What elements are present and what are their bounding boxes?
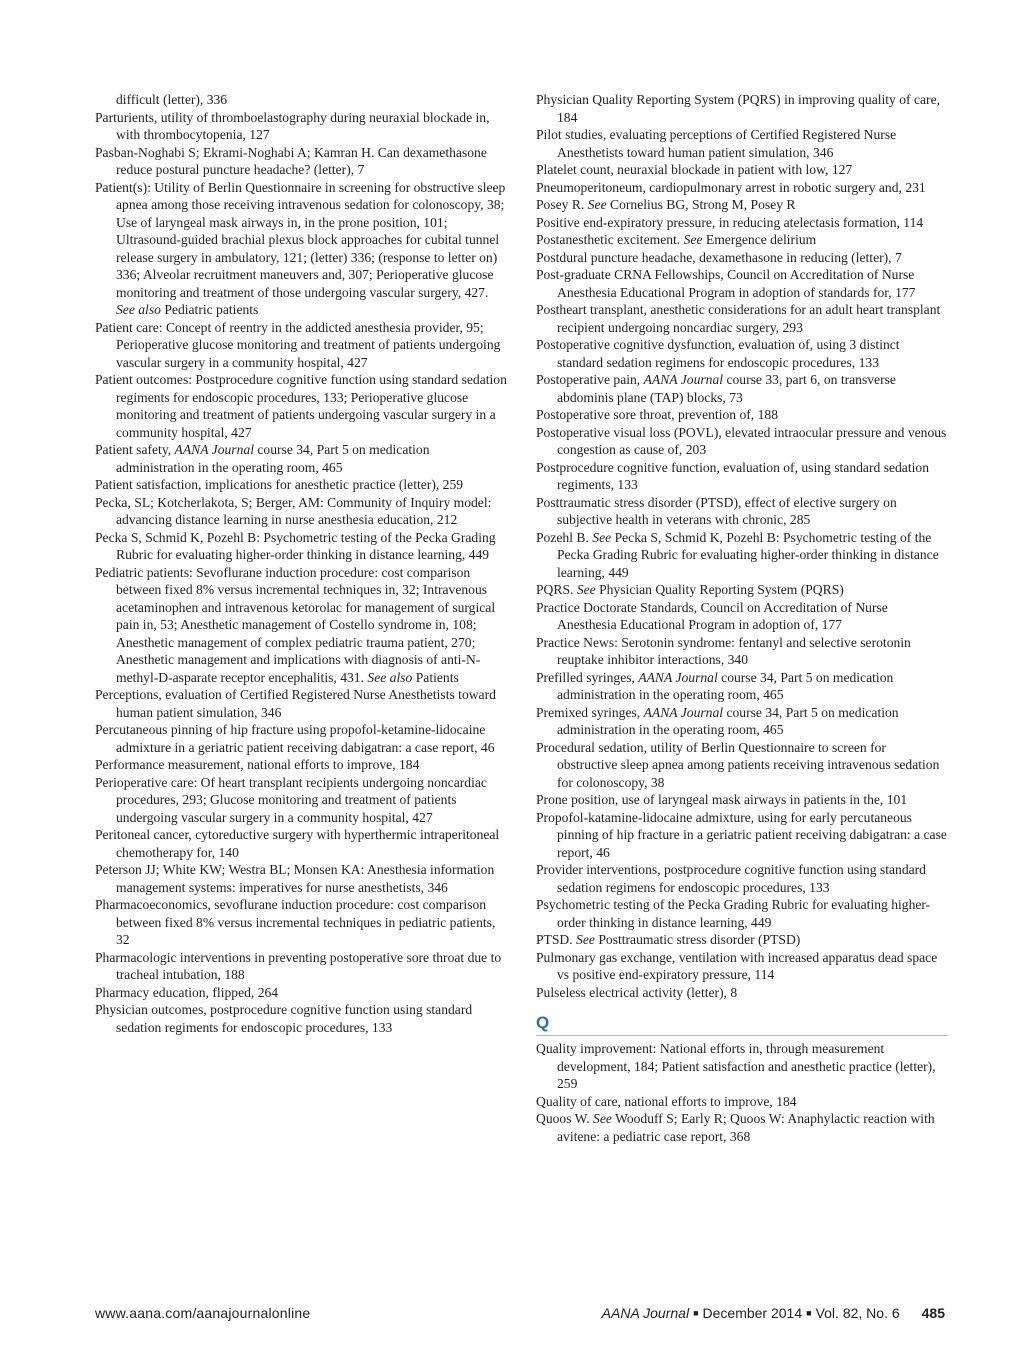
entry-text: Pilot studies, evaluating perceptions of Certified Registered Nurse Anesthetists toward human patient simulation, 346 [536, 127, 897, 160]
entry-text: Pediatric patients: Sevoflurane induction procedure: cost comparison between fixed 8% versus incremental techniques in, 32; Intravenous acetaminophen and intravenous ketorolac for management of surgical pain in, 53; Anesthetic management of Costello syndrome in, 108; Anesthetic management of complex pediatric trauma patient, 270; Anesthetic management and implications with diagnosis of anti-N-methyl-D-asparate receptor encephalitis, 431. [95, 564, 496, 685]
entry-text: PTSD. [536, 932, 573, 947]
index-entry [95, 1001, 507, 1036]
entry-text: Pharmacy education, flipped, 264 [95, 984, 279, 1000]
entry-text: Postdural puncture headache, dexamethasone in reducing (letter), 7 [536, 249, 902, 265]
entry-text: Pecka S, Schmid K, Pozehl B: Psychometric testing of the Pecka Grading Rubric for evaluating higher-order thinking in distance learning, 449 [95, 529, 496, 562]
entry-text: Quoos W. [536, 1111, 590, 1126]
entry-see-target: Pecka S, Schmid K, Pozehl B: Psychometric testing of the Pecka Grading Rubric for evaluating higher-order thinking in distance learning, 449 [557, 529, 939, 580]
index-entry [95, 756, 507, 774]
index-entry [95, 564, 507, 687]
index-entry [536, 581, 948, 599]
index-entry [536, 231, 948, 249]
entry-text: Performance measurement, national efforts to improve, 184 [95, 757, 420, 772]
index-entry [536, 1040, 948, 1093]
footer-issue-date: December 2014 [702, 1305, 803, 1321]
entry-text: Pulmonary gas exchange, ventilation with increased apparatus dead space vs positive end-expiratory pressure, 114 [536, 949, 938, 982]
entry-text: Postanesthetic excitement. [536, 232, 681, 247]
entry-text: Prone position, use of laryngeal mask airways in patients in the, 101 [536, 792, 908, 807]
entry-text: Postheart transplant, anesthetic considerations for an adult heart transplant recipient undergoing noncardiac surgery, 293 [536, 302, 941, 335]
index-entry [536, 809, 948, 862]
entry-text: Practice Doctorate Standards, Council on Accreditation of Nurse Anesthesia Educational Program in adoption of, 177 [536, 599, 888, 632]
entry-see-reference: See [593, 1111, 612, 1126]
entry-see-target: Patients [415, 669, 459, 685]
entry-see-reference: See [576, 582, 596, 597]
index-entry [536, 704, 948, 739]
index-entry [95, 319, 507, 372]
entry-text: Pharmacoeconomics, sevoflurane induction procedure: cost comparison between fixed 8% versus incremental techniques in pediatric patients, 32 [95, 897, 496, 947]
index-entry [536, 406, 948, 424]
entry-text: Postoperative sore throat, prevention of, 188 [536, 407, 778, 422]
entry-see-target: Pediatric patients [164, 302, 259, 317]
index-entry [95, 371, 507, 441]
index-entry [95, 721, 507, 756]
entry-text: Propofol-katamine-lidocaine admixture, using for early percutaneous pinning of hip fracture in a geriatric patient receiving dabigatran: a case report, 46 [536, 809, 947, 860]
index-entry [95, 949, 507, 984]
index-entry [95, 774, 507, 827]
entry-text: Premixed syringes, [536, 704, 641, 720]
index-entry [536, 336, 948, 371]
entry-text: Postprocedure cognitive function, evaluation of, using standard sedation regiments, 133 [536, 459, 929, 492]
entry-text: Physician outcomes, postprocedure cognitive function using standard sedation regiments for endoscopic procedures, 133 [95, 1002, 473, 1035]
entry-text: Postoperative cognitive dysfunction, evaluation of, using 3 distinct standard sedation regimens for endoscopic procedures, 133 [536, 337, 900, 370]
index-entry [536, 301, 948, 336]
entry-text: Procedural sedation, utility of Berlin Questionnaire to screen for obstructive sleep apnea among patients receiving intravenous sedation for colonoscopy, 38 [536, 739, 940, 790]
entry-text: Practice News: Serotonin syndrome: fentanyl and selective serotonin reuptake inhibitor interactions, 340 [536, 634, 911, 667]
entry-see-target: Physician Quality Reporting System (PQRS) [599, 582, 844, 597]
index-entry [95, 686, 507, 721]
footer-separator: ■ [806, 1308, 812, 1318]
index-column-left [95, 91, 507, 1036]
entry-text: Perceptions, evaluation of Certified Registered Nurse Anesthetists toward human patient simulation, 346 [95, 687, 496, 720]
footer-citation [602, 1305, 945, 1321]
index-entry [536, 896, 948, 931]
index-entry [95, 529, 507, 564]
footer-separator: ■ [693, 1308, 699, 1318]
index-entry [95, 109, 507, 144]
entry-text: Parturients, utility of thromboelastography during neuraxial blockade in, with thrombocytopenia, 127 [95, 109, 490, 142]
entry-see-target: Posttraumatic stress disorder (PTSD) [598, 932, 801, 947]
entry-text: Provider interventions, postprocedure cognitive function using standard sedation regimens for endoscopic procedures, 133 [536, 862, 926, 895]
entry-text: Patient care: Concept of reentry in the addicted anesthesia provider, 95; Perioperative glucose monitoring and treatment of patients undergoing vascular surgery in a community hospital, 427 [95, 319, 501, 370]
index-entry [536, 931, 948, 949]
index-entry [95, 179, 507, 319]
index-entry [536, 599, 948, 634]
index-entry [536, 196, 948, 214]
index-entry [536, 266, 948, 301]
entry-text: course 34, Part 5 on medication administration in the operating room, 465 [116, 442, 430, 475]
entry-see-reference: See [683, 232, 703, 247]
index-entry [536, 1110, 948, 1145]
index-column-right [536, 91, 948, 1145]
index-entry [536, 459, 948, 494]
section-letter: Q [536, 1013, 550, 1032]
index-entry [95, 441, 507, 476]
entry-journal-name: AANA Journal [643, 372, 724, 387]
entry-text: Quality improvement: National efforts in, through measurement development, 184; Patient satisfaction and anesthetic practice (letter), 259 [536, 1041, 936, 1091]
entry-text: Patient safety, [95, 442, 172, 457]
entry-text: Posey R. [536, 197, 585, 212]
index-entry [95, 494, 507, 529]
index-entry [536, 791, 948, 809]
entry-text: Platelet count, neuraxial blockade in patient with low, 127 [536, 162, 853, 177]
entry-text: Pecka, SL; Kotcherlakota, S; Berger, AM: Community of Inquiry model: advancing distance learning in nurse anesthesia education, 212 [95, 494, 492, 527]
index-entry [536, 861, 948, 896]
footer-journal-name: AANA Journal [601, 1305, 690, 1321]
index-entry [95, 861, 507, 896]
entry-see-reference: See also [116, 302, 161, 317]
entry-text: Prefilled syringes, [536, 669, 635, 685]
index-entry [95, 476, 507, 494]
entry-text: Pharmacologic interventions in preventing postoperative sore throat due to tracheal intubation, 188 [95, 949, 502, 982]
entry-text: course 34, Part 5 on medication administration in the operating room, 465 [557, 669, 894, 702]
entry-text: Postoperative visual loss (POVL), elevated intraocular pressure and venous congestion as cause of, 203 [536, 424, 947, 457]
entry-see-reference: See [592, 529, 612, 545]
entry-text: PQRS. [536, 582, 574, 597]
index-entry [95, 91, 507, 109]
entry-text: Quality of care, national efforts to improve, 184 [536, 1093, 797, 1109]
entry-see-reference: See [587, 197, 607, 212]
index-entry [536, 634, 948, 669]
footer-volume: Vol. 82, No. 6 [815, 1305, 900, 1321]
entry-text: course 34, Part 5 on medication administration in the operating room, 465 [557, 704, 899, 737]
entry-text: Patient satisfaction, implications for anesthetic practice (letter), 259 [95, 477, 464, 492]
index-entry [536, 739, 948, 792]
page-footer [95, 1305, 945, 1325]
entry-text: Postoperative pain, [536, 372, 641, 387]
entry-text: Post-graduate CRNA Fellowships, Council on Accreditation of Nurse Anesthesia Educational Program in adoption of standards for, 177 [536, 267, 916, 300]
entry-see-reference: See also [367, 669, 413, 685]
index-entry [95, 826, 507, 861]
entry-text: difficult (letter), 336 [116, 92, 228, 107]
entry-text: Pulseless electrical activity (letter), 8 [536, 984, 738, 1000]
entry-text: Percutaneous pinning of hip fracture using propofol-ketamine-lidocaine admixture in a geriatric patient receiving dabigatran: a case report, 46 [95, 722, 495, 755]
entry-text: Patient outcomes: Postprocedure cognitive function using standard sedation regiments for endoscopic procedures, 133; Perioperative glucose monitoring and treatment of patients undergoing vascular surgery in a community hospital, 427 [95, 372, 507, 440]
entry-text: Physician Quality Reporting System (PQRS) in improving quality of care, 184 [536, 92, 940, 125]
index-entry [536, 949, 948, 984]
entry-see-target: Cornelius BG, Strong M, Posey R [610, 197, 796, 212]
index-entry [536, 984, 948, 1002]
section-heading [536, 1013, 948, 1036]
index-entry [536, 249, 948, 267]
entry-text: Pozehl B. [536, 529, 589, 545]
footer-url[interactable]: www.aana.com/aanajournalonline [95, 1305, 311, 1321]
index-entry [536, 529, 948, 582]
entry-see-target: Emergence delirium [705, 232, 817, 247]
index-entry [536, 371, 948, 406]
entry-text: Peritoneal cancer, cytoreductive surgery with hyperthermic intraperitoneal chemotherapy for, 140 [95, 827, 500, 860]
index-entry [536, 1093, 948, 1111]
entry-see-reference: See [576, 932, 595, 947]
entry-text: Pneumoperitoneum, cardiopulmonary arrest in robotic surgery and, 231 [536, 179, 926, 195]
entry-see-target: Wooduff S; Early R; Quoos W: Anaphylactic reaction with avitene: a pediatric case report, 368 [557, 1111, 935, 1144]
entry-text: Positive end-expiratory pressure, in reducing atelectasis formation, 114 [536, 214, 924, 230]
entry-text: Psychometric testing of the Pecka Grading Rubric for evaluating higher-order thinking in distance learning, 449 [536, 897, 931, 930]
entry-text: Posttraumatic stress disorder (PTSD), effect of elective surgery on subjective health in veterans with chronic, 285 [536, 494, 897, 527]
index-entry [536, 161, 948, 179]
page-number: 485 [921, 1305, 945, 1321]
entry-text: Perioperative care: Of heart transplant recipients undergoing noncardiac procedures, 293; Glucose monitoring and treatment of patients undergoing vascular surgery in a community hospital, 427 [95, 774, 487, 825]
entry-journal-name: AANA Journal [174, 442, 254, 457]
index-entry [536, 126, 948, 161]
entry-text: Peterson JJ; White KW; Westra BL; Monsen KA: Anesthesia information management systems: imperatives for nurse anesthetists, 346 [95, 862, 495, 895]
index-entry [95, 896, 507, 949]
entry-text: Pasban-Noghabi S; Ekrami-Noghabi A; Kamran H. Can dexamethasone reduce postural puncture headache? (letter), 7 [95, 144, 487, 177]
index-entry [536, 91, 948, 126]
entry-text: Patient(s): Utility of Berlin Questionnaire in screening for obstructive sleep apnea among those receiving intravenous sedation for colonoscopy, 38; Use of laryngeal mask airways in, in the prone position, 101; Ultrasound-guided brachial plexus block approaches for cubital tunnel release surgery in ambulatory, 121; (letter) 336; (response to letter on) 336; Alveolar recruitment maneuvers and, 307; Perioperative glucose monitoring and treatment of those undergoing vascular surgery, 427. [95, 179, 506, 300]
entry-journal-name: AANA Journal [638, 669, 718, 685]
index-entry [536, 494, 948, 529]
index-entry [95, 984, 507, 1002]
entry-text: course 33, part 6, on transverse abdominis plane (TAP) blocks, 73 [557, 372, 896, 405]
index-entry [536, 179, 948, 197]
index-entry [536, 424, 948, 459]
section-rule [536, 1035, 948, 1036]
index-entry [536, 214, 948, 232]
entry-journal-name: AANA Journal [643, 704, 724, 720]
index-entry [536, 669, 948, 704]
index-entry [95, 144, 507, 179]
